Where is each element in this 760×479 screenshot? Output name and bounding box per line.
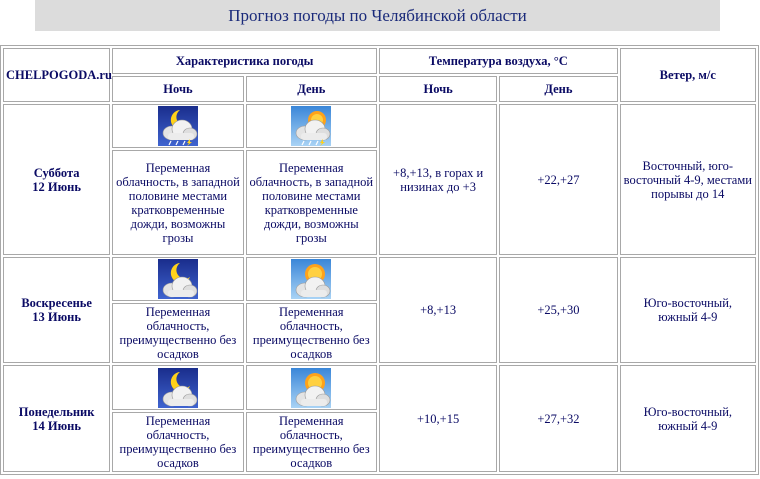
date: 13 Июнь: [32, 310, 81, 325]
title-bar: [35, 0, 720, 31]
night-temp: +8,+13: [379, 257, 497, 363]
night-icon-cell: [112, 365, 243, 409]
wind: Юго-восточный, южный 4-9: [620, 257, 756, 363]
night-temp: +8,+13, в горах и низинах до +3: [379, 104, 497, 255]
weekday: Воскресенье: [21, 296, 92, 311]
sun-cloud-rain-thunder-icon: [291, 106, 331, 146]
moon-cloud-icon: [158, 259, 198, 299]
forecast-table: [0, 45, 759, 475]
day-label: [3, 104, 110, 255]
date: 12 Июнь: [32, 179, 81, 194]
day-label: [3, 257, 110, 363]
weekday: Суббота: [33, 165, 80, 180]
wind: Юго-восточный, южный 4-9: [620, 365, 756, 472]
header-temp-night: Ночь: [379, 76, 497, 102]
night-description: Переменная облачность, преимущественно без осадков: [112, 303, 243, 363]
day-label: [3, 365, 110, 472]
header-weather-night: Ночь: [112, 76, 243, 102]
sun-cloud-icon: [291, 368, 331, 408]
day-icon-cell: [246, 365, 377, 409]
weekday: Понедельник: [18, 404, 95, 419]
header-wind: Ветер, м/с: [620, 48, 756, 102]
day-icon-cell: [246, 104, 377, 148]
date: 14 Июнь: [32, 418, 81, 433]
site-name: CHELPOGODA.ru: [3, 48, 110, 102]
night-description: Переменная облачность, в западной половине местами кратковременные дожди, возможны грозы: [112, 150, 243, 255]
wind: Восточный, юго-восточный 4-9, местами порывы до 14: [620, 104, 756, 255]
moon-cloud-rain-thunder-icon: [158, 106, 198, 146]
day-temp: +27,+32: [499, 365, 617, 472]
header-weather-day: День: [246, 76, 377, 102]
night-temp: +10,+15: [379, 365, 497, 472]
moon-cloud-icon: [158, 368, 198, 408]
day-temp: +25,+30: [499, 257, 617, 363]
day-description: Переменная облачность, преимущественно без осадков: [246, 412, 377, 472]
day-icon-cell: [246, 257, 377, 301]
header-temp-day: День: [499, 76, 617, 102]
day-temp: +22,+27: [499, 104, 617, 255]
header-temperature: Температура воздуха, °C: [379, 48, 618, 74]
night-icon-cell: [112, 257, 243, 301]
page-title: Прогноз погоды по Челябинской области: [228, 5, 527, 25]
sun-cloud-icon: [291, 259, 331, 299]
day-description: Переменная облачность, преимущественно без осадков: [246, 303, 377, 363]
header-weather: Характеристика погоды: [112, 48, 377, 74]
night-icon-cell: [112, 104, 243, 148]
night-description: Переменная облачность, преимущественно без осадков: [112, 412, 243, 472]
day-description: Переменная облачность, в западной половине местами кратковременные дожди, возможны грозы: [246, 150, 377, 255]
